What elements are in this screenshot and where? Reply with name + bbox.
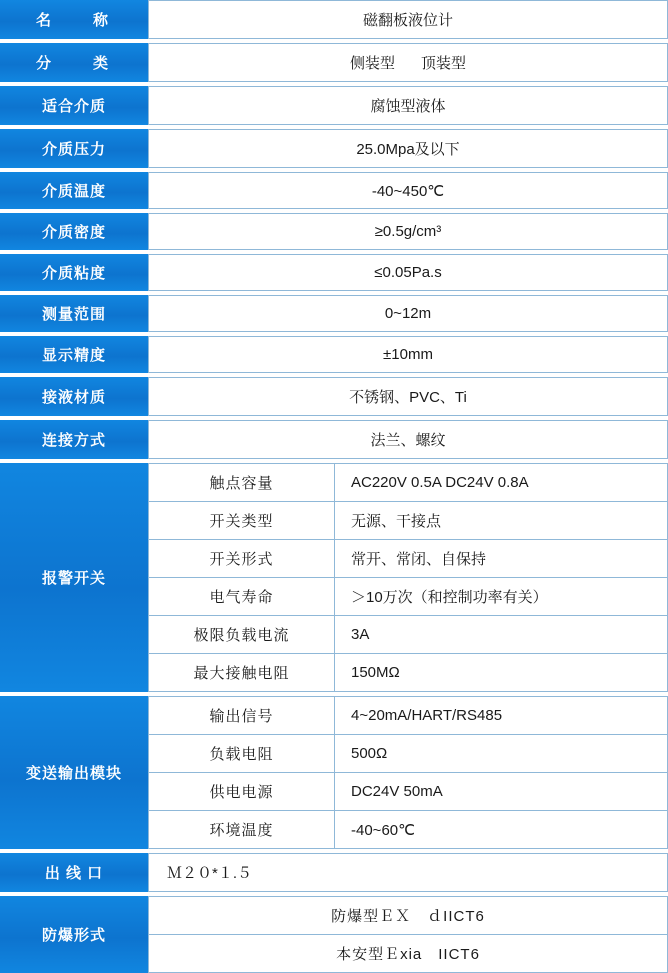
- group-label-alarm-switch: 报警开关: [0, 463, 148, 692]
- row-label-outlet: 出 线 口: [0, 853, 148, 892]
- row-value-connection: 法兰、螺纹: [148, 420, 668, 459]
- row-label-accuracy: 显示精度: [0, 336, 148, 373]
- sub-value-max-contact-resistance: 150MΩ: [334, 654, 668, 692]
- table-row: [0, 295, 668, 332]
- table-row: [0, 213, 668, 250]
- row-label-pressure: 介质压力: [0, 129, 148, 168]
- sub-value-explosion-proof-ex: 防爆型ＥＸ ｄIICT6: [148, 896, 668, 935]
- sub-label-output-signal: 输出信号: [148, 696, 334, 735]
- sub-label-power-supply: 供电电源: [148, 773, 334, 811]
- sub-label-limit-load-current: 极限负载电流: [148, 616, 334, 654]
- table-row: [148, 896, 668, 935]
- sub-value-output-signal: 4~20mA/HART/RS485: [334, 696, 668, 735]
- row-value-accuracy: ±10mm: [148, 336, 668, 373]
- table-row: [148, 616, 668, 654]
- sub-value-explosion-proof-exia: 本安型Ｅxia IICT6: [148, 935, 668, 973]
- sub-label-switch-form: 开关形式: [148, 540, 334, 578]
- group-body-transmitter-module: [148, 696, 668, 849]
- table-row: [0, 254, 668, 291]
- row-label-medium: 适合介质: [0, 86, 148, 125]
- group-transmitter-module: [0, 696, 668, 849]
- sub-value-switch-form: 常开、常闭、自保持: [334, 540, 668, 578]
- sub-value-load-resistance: 500Ω: [334, 735, 668, 773]
- group-label-transmitter-module: 变送输出模块: [0, 696, 148, 849]
- table-row: [148, 540, 668, 578]
- table-row: [0, 0, 668, 39]
- row-label-category: 分 类: [0, 43, 148, 82]
- category-option-side: 侧装型: [349, 55, 395, 72]
- sub-value-electrical-life: ＞10万次（和控制功率有关）: [334, 578, 668, 616]
- group-body-alarm-switch: [148, 463, 668, 692]
- sub-label-ambient-temperature: 环境温度: [148, 811, 334, 849]
- table-row: [148, 735, 668, 773]
- row-label-temperature: 介质温度: [0, 172, 148, 209]
- row-value-pressure: 25.0Mpa及以下: [148, 129, 668, 168]
- row-value-category: [148, 43, 668, 82]
- table-row: [0, 377, 668, 416]
- table-row: [0, 86, 668, 125]
- sub-value-ambient-temperature: -40~60℃: [334, 811, 668, 849]
- sub-value-contact-capacity: AC220V 0.5A DC24V 0.8A: [334, 463, 668, 502]
- sub-value-power-supply: DC24V 50mA: [334, 773, 668, 811]
- sub-value-switch-type: 无源、干接点: [334, 502, 668, 540]
- row-label-connection: 连接方式: [0, 420, 148, 459]
- row-value-wetted-material: 不锈钢、PVC、Ti: [148, 377, 668, 416]
- group-alarm-switch: [0, 463, 668, 692]
- table-row: [0, 336, 668, 373]
- row-value-range: 0~12m: [148, 295, 668, 332]
- row-value-name: 磁翻板液位计: [148, 0, 668, 39]
- row-label-range: 测量范围: [0, 295, 148, 332]
- table-row: [148, 696, 668, 735]
- row-value-density: ≥0.5g/cm³: [148, 213, 668, 250]
- sub-label-load-resistance: 负载电阻: [148, 735, 334, 773]
- table-row: [0, 853, 668, 892]
- table-row: [148, 811, 668, 849]
- table-row: [148, 463, 668, 502]
- sub-value-limit-load-current: 3A: [334, 616, 668, 654]
- table-row: [0, 43, 668, 82]
- sub-label-contact-capacity: 触点容量: [148, 463, 334, 502]
- row-label-viscosity: 介质粘度: [0, 254, 148, 291]
- sub-label-electrical-life: 电气寿命: [148, 578, 334, 616]
- group-body-explosion-proof: [148, 896, 668, 973]
- group-label-explosion-proof: 防爆形式: [0, 896, 148, 973]
- category-option-top: 顶装型: [421, 55, 467, 72]
- row-label-density: 介质密度: [0, 213, 148, 250]
- table-row: [148, 578, 668, 616]
- sub-label-switch-type: 开关类型: [148, 502, 334, 540]
- table-row: [0, 129, 668, 168]
- table-row: [148, 654, 668, 692]
- sub-label-max-contact-resistance: 最大接触电阻: [148, 654, 334, 692]
- table-row: [148, 935, 668, 973]
- table-row: [0, 172, 668, 209]
- group-explosion-proof: [0, 896, 668, 973]
- table-row: [148, 502, 668, 540]
- row-value-medium: 腐蚀型液体: [148, 86, 668, 125]
- row-label-wetted-material: 接液材质: [0, 377, 148, 416]
- row-value-viscosity: ≤0.05Pa.s: [148, 254, 668, 291]
- table-row: [0, 420, 668, 459]
- table-row: [148, 773, 668, 811]
- row-value-outlet: Ｍ２０*１.５: [148, 853, 668, 892]
- row-label-name: 名 称: [0, 0, 148, 39]
- row-value-temperature: -40~450℃: [148, 172, 668, 209]
